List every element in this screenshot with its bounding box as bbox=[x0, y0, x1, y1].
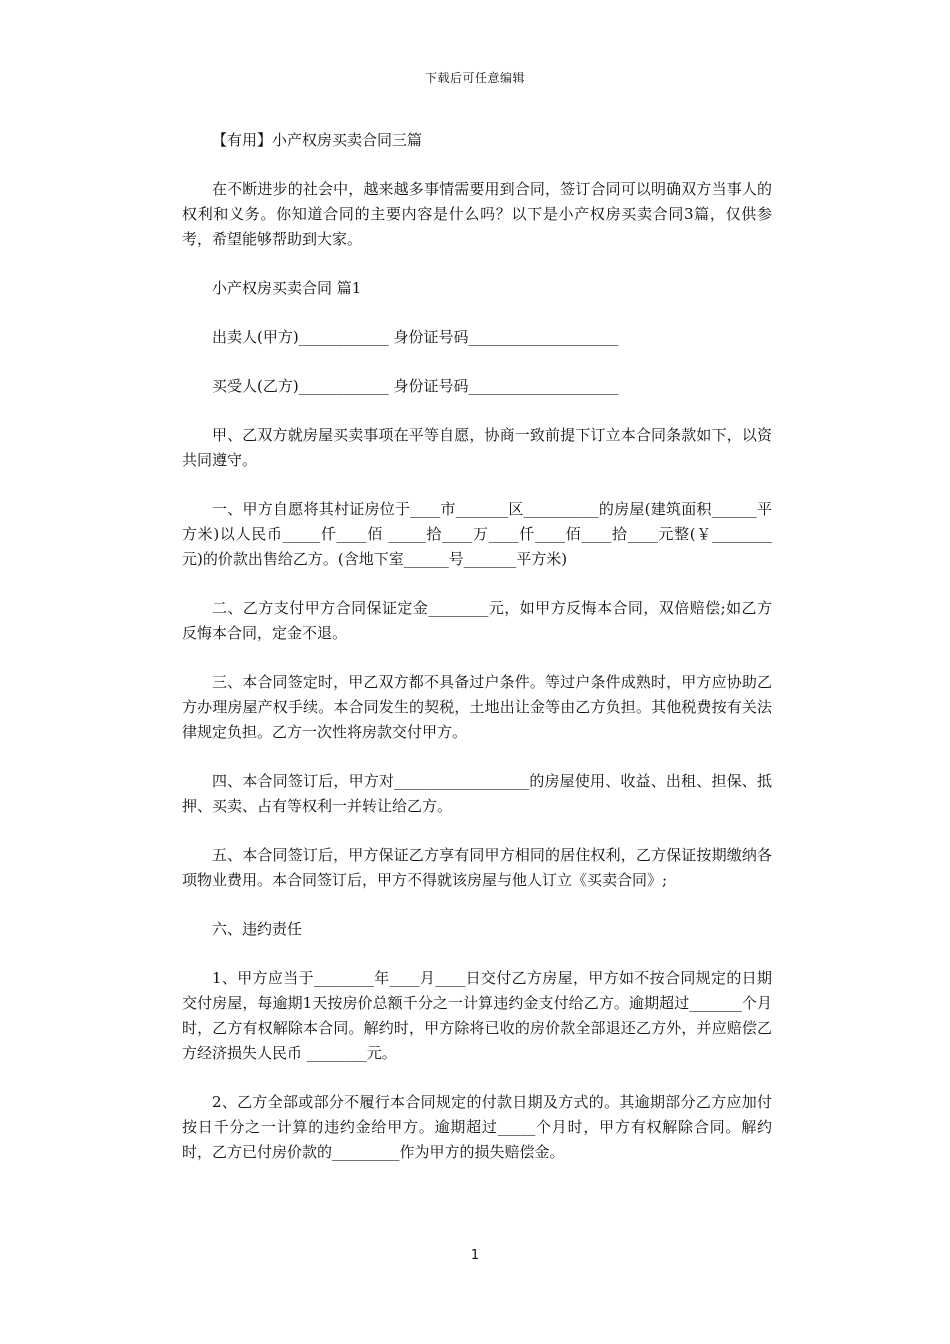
seller-line: 出卖人(甲方)____________ 身份证号码____________________ bbox=[212, 328, 619, 346]
clause-6-2: 2、乙方全部或部分不履行本合同规定的付款日期及方式的。其逾期部分乙方应加付按日千分之一计算的违约金给甲方。逾期超过_____个月时，甲方有权解除合同。解约时，乙方已付房价款的_________作为甲方的损失赔偿金。 bbox=[182, 1093, 772, 1161]
document-title: 【有用】小产权房买卖合同三篇 bbox=[212, 131, 423, 149]
buyer-line: 买受人(乙方)____________ 身份证号码____________________ bbox=[212, 377, 619, 395]
clause-4: 四、本合同签订后，甲方对__________________的房屋使用、收益、出租、担保、抵押、买卖、占有等权利一并转让给乙方。 bbox=[182, 772, 772, 815]
document-body bbox=[182, 128, 772, 1189]
header-note: 下载后可任意编辑 bbox=[424, 71, 525, 85]
clause-5: 五、本合同签订后，甲方保证乙方享有同甲方相同的居住权利，乙方保证按期缴纳各项物业费用。本合同签订后，甲方不得就该房屋与他人订立《买卖合同》; bbox=[182, 846, 772, 889]
clause-1: 一、甲方自愿将其村证房位于____市_______区__________的房屋(建筑面积______平方米)以人民币_____仟____佰 _____拾____万____仟____佰____拾____元整(￥________ 元)的价款出售给乙方。(含地下室______号_______平方米) bbox=[182, 500, 772, 568]
page-number: 1 bbox=[470, 1248, 480, 1263]
section-heading: 小产权房买卖合同 篇1 bbox=[212, 279, 362, 297]
intro-paragraph: 在不断进步的社会中，越来越多事情需要用到合同，签订合同可以明确双方当事人的权利和义务。你知道合同的主要内容是什么吗？以下是小产权房买卖合同3篇，仅供参考，希望能够帮助到大家。 bbox=[182, 180, 772, 248]
clause-2: 二、乙方支付甲方合同保证定金________元，如甲方反悔本合同，双倍赔偿;如乙方反悔本合同，定金不退。 bbox=[182, 599, 772, 642]
clause-6-heading: 六、违约责任 bbox=[212, 920, 303, 938]
clause-6-1: 1、甲方应当于________年____月____日交付乙方房屋，甲方如不按合同规定的日期交付房屋，每逾期1天按房价总额千分之一计算违约金支付给乙方。逾期超过_______个月时，乙方有权解除本合同。解约时，甲方除将已收的房价款全部退还乙方外，并应赔偿乙方经济损失人民币 ________元。 bbox=[182, 969, 772, 1062]
clause-3: 三、本合同签定时，甲乙双方都不具备过户条件。等过户条件成熟时，甲方应协助乙方办理房屋产权手续。本合同发生的契税，土地出让金等由乙方负担。其他税费按有关法律规定负担。乙方一次性将房款交付甲方。 bbox=[182, 673, 772, 741]
preamble-paragraph: 甲、乙双方就房屋买卖事项在平等自愿，协商一致前提下订立本合同条款如下，以资共同遵守。 bbox=[182, 426, 772, 469]
